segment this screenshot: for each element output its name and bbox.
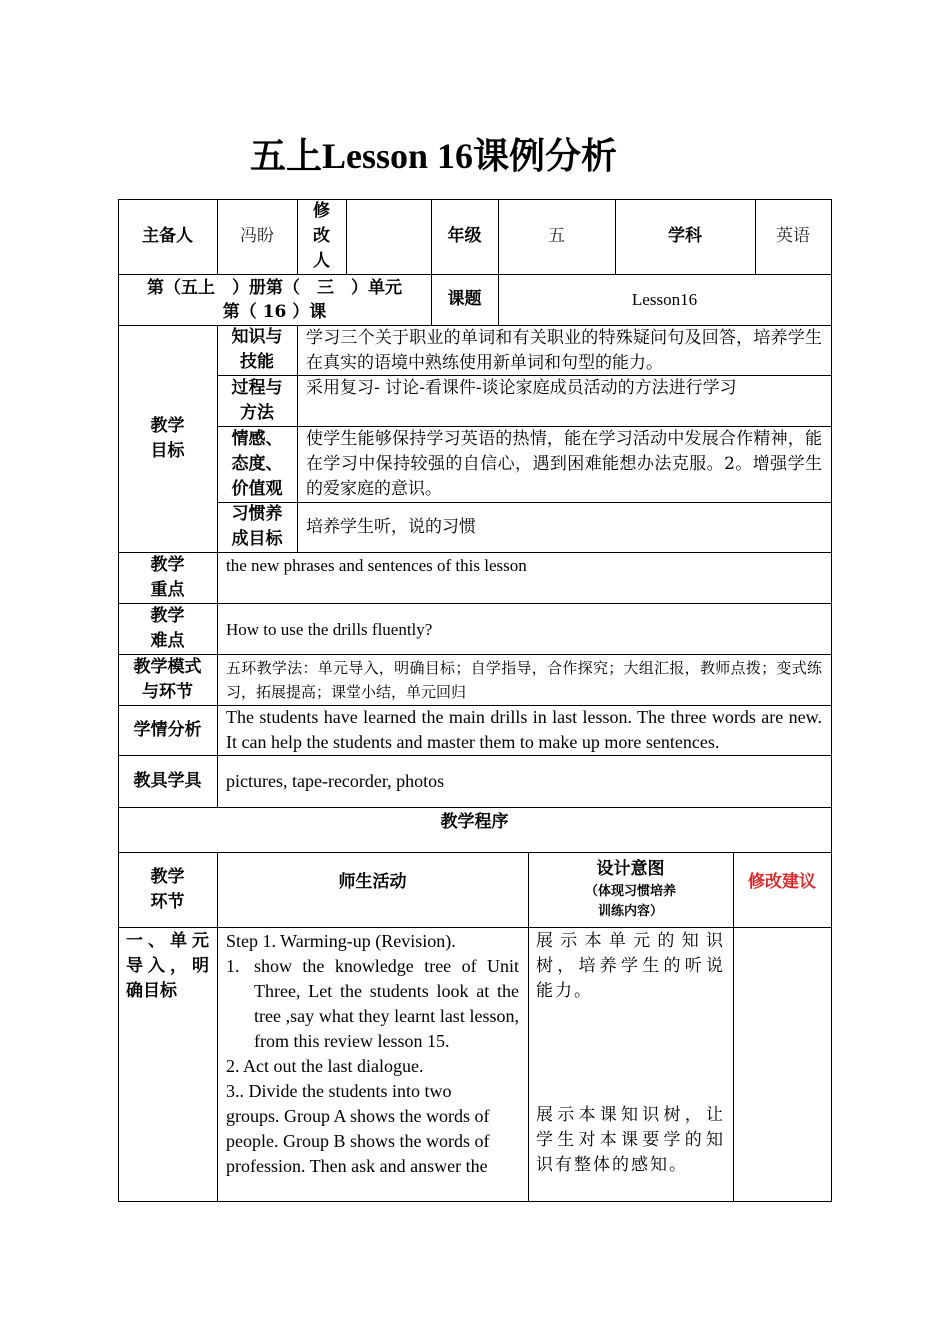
objective-label-emotion: 情感、态度、价值观 <box>231 428 283 499</box>
unit-info-line1: 第（五上 ）册第（ 三 ）单元 <box>147 277 402 298</box>
mode-text: 五环教学法：单元导入，明确目标；自学指导，合作探究；大组汇报，教师点拨；变式练习，拓展提高；课堂小结，单元回归 <box>226 659 822 701</box>
analysis-text: The students have learned the main drills in last lesson. The three words are new. It can help the students and master them to make up more sentences. <box>226 707 822 752</box>
objective-label-knowledge: 知识与技能 <box>231 327 283 372</box>
stage-1-label: 一、单元导入，明确目标 <box>126 931 209 1001</box>
analysis-label: 学情分析 <box>133 719 202 740</box>
col-stage: 教学环节 <box>150 866 185 912</box>
key-points-text: the new phrases and sentences of this lesson <box>226 556 527 575</box>
subject-value: 英语 <box>776 226 810 246</box>
difficulties-text: How to use the drills fluently? <box>226 620 433 639</box>
objective-text-habit: 培养学生听，说的习惯 <box>306 516 476 537</box>
tools-label: 教具学具 <box>133 770 202 791</box>
objective-text-process: 采用复习- 讨论-看课件-谈论家庭成员活动的方法进行学习 <box>306 378 737 398</box>
subject-label: 学科 <box>668 226 702 246</box>
col-intent-sub1: （体现习惯培养 <box>584 884 676 899</box>
list-item <box>226 954 519 1054</box>
intent-2: 展示本课知识树，让学生对本课要学的知识有整体的感知。 <box>536 1105 725 1175</box>
objective-label-habit: 习惯养成目标 <box>231 504 283 549</box>
grade-label: 年级 <box>447 226 482 246</box>
intent-1: 展示本单元的知识树，培养学生的听说能力。 <box>536 931 725 1001</box>
topic-value: Lesson16 <box>631 290 698 309</box>
procedure-heading: 教学程序 <box>440 811 509 832</box>
tools-text: pictures, tape-recorder, photos <box>226 770 445 791</box>
item-3-text: 3.. Divide the students into two groups. Group A shows the words of people. Group B shows the words of profession. Then ask and answer the <box>226 1081 490 1176</box>
reviser-label: 修改人 <box>313 201 330 271</box>
page-title: 五上Lesson 16课例分析 <box>250 136 618 176</box>
unit-info-line2: 第（ 16 ）课 <box>222 301 327 322</box>
reviser-value <box>346 199 431 274</box>
item-2-text: 2. Act out the last dialogue. <box>226 1056 424 1076</box>
col-intent-title: 设计意图 <box>596 859 665 879</box>
objective-text-knowledge: 学习三个关于职业的单词和有关职业的特殊疑问句及回答，培养学生在真实的语境中熟练使用新单词和句型的能力。 <box>306 328 822 373</box>
preparer-value: 冯盼 <box>240 226 274 246</box>
topic-label: 课题 <box>447 289 482 309</box>
step-title: Step 1. Warming-up (Revision). <box>226 931 456 951</box>
unit-info <box>118 274 431 325</box>
preparer-label: 主备人 <box>142 226 193 246</box>
item-1-text: show the knowledge tree of Unit Three, Let the students look at the tree ,say what they learnt last lesson, from this review lesson 15. <box>254 956 519 1051</box>
objectives-label: 教学目标 <box>150 415 185 461</box>
item-1-number: 1. <box>226 956 240 976</box>
grade-value: 五 <box>548 226 565 246</box>
col-intent-sub2: 训练内容） <box>597 904 663 919</box>
col-suggest: 修改建议 <box>748 871 816 892</box>
objective-text-emotion: 使学生能够保持学习英语的热情，能在学习活动中发展合作精神，能在学习中保持较强的自信心，遇到困难能想办法克服。2。增强学生的爱家庭的意识。 <box>306 429 822 499</box>
col-activity: 师生活动 <box>338 871 407 892</box>
col-intent <box>528 852 733 927</box>
objective-label-process: 过程与方法 <box>231 377 283 423</box>
key-points-label: 教学重点 <box>150 554 185 600</box>
stage-1-activity <box>217 929 528 1179</box>
difficulties-label: 教学难点 <box>150 605 185 651</box>
mode-label: 教学模式与环节 <box>133 656 202 702</box>
